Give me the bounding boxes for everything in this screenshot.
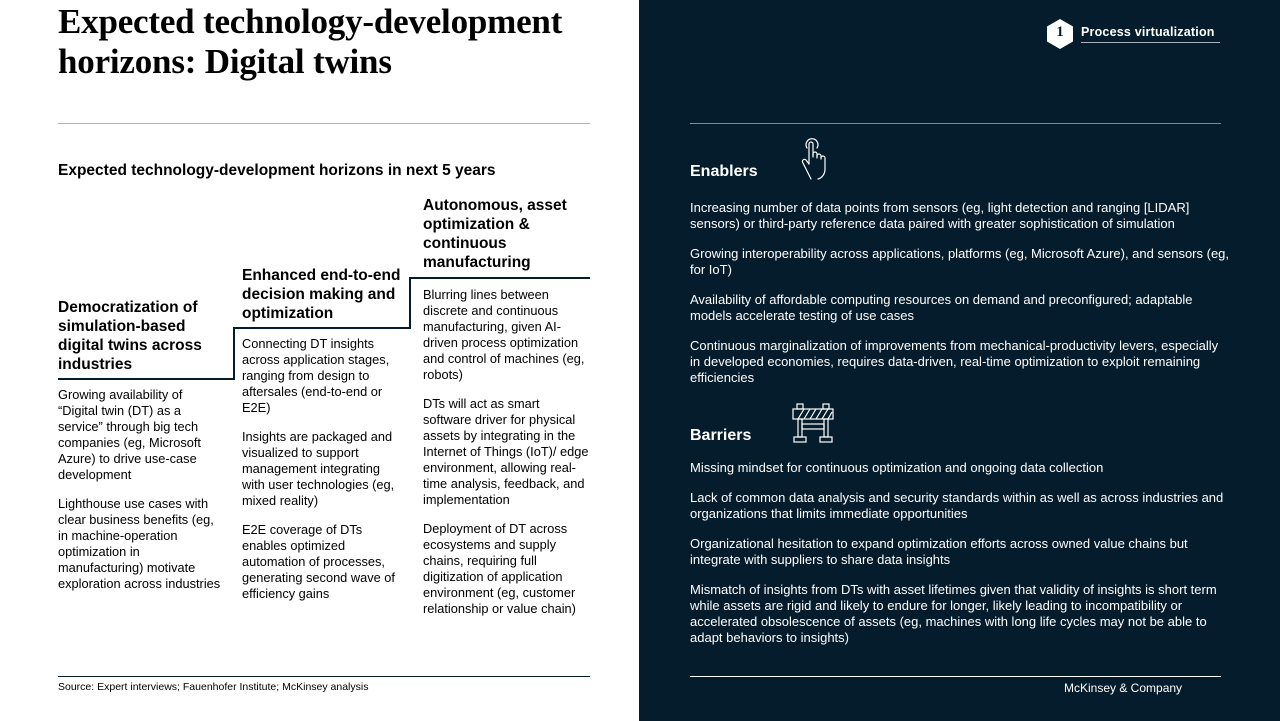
enablers-heading: Enablers bbox=[690, 163, 758, 180]
left-panel bbox=[0, 0, 639, 721]
section-number: 1 bbox=[1056, 24, 1064, 40]
right-top-divider bbox=[690, 123, 1221, 124]
title-divider bbox=[58, 123, 590, 124]
horizon-2-item: E2E coverage of DTs enables optimized automation of processes, generating second wave of efficiency gains bbox=[242, 522, 395, 601]
barrier-item: Lack of common data analysis and security standards within as well as across industries and organizations that limits immediate opportunities bbox=[690, 490, 1224, 521]
footer-divider bbox=[58, 676, 590, 677]
horizon-1-heading: Democratization of simulation-based digital twins across industries bbox=[58, 299, 202, 373]
horizon-2-item: Insights are packaged and visualized to support management integrating with user technologies (eg, mixed reality) bbox=[242, 429, 395, 508]
enabler-item: Continuous marginalization of improvements from mechanical-productivity levers, especially in developed economies, requires data-driven, real-time optimization to exploit remaining efficiencies bbox=[690, 338, 1219, 385]
enabler-item: Increasing number of data points from sensors (eg, light detection and ranging [LIDAR] sensors) or third-party reference data paired with greater sophistication of simulation bbox=[690, 200, 1190, 231]
step-line-segment-1 bbox=[58, 378, 235, 380]
page-title: Expected technology-development horizons: Digital twins bbox=[58, 2, 563, 81]
horizon-1-item: Growing availability of “Digital twin (DT) as a service” through big tech companies (eg, Microsoft Azure) to drive use-case development bbox=[58, 387, 201, 482]
horizon-1-items bbox=[58, 387, 223, 605]
horizon-2-items bbox=[242, 336, 405, 615]
horizon-1-item: Lighthouse use cases with clear business benefits (eg, in machine-operation optimization in manufacturing) motivate exploration across industries bbox=[58, 496, 221, 591]
horizon-3-item: Blurring lines between discrete and continuous manufacturing, given AI-driven process optimization and control of machines (eg, robots) bbox=[423, 287, 585, 382]
barrier-item: Missing mindset for continuous optimization and ongoing data collection bbox=[690, 460, 1104, 475]
right-panel bbox=[639, 0, 1280, 721]
horizon-3-item: DTs will act as smart software driver for physical assets by integrating in the Internet of Things (IoT)/ edge environment, allowing real-time analysis, feedback, and implementation bbox=[423, 396, 589, 507]
brand-logo-text: McKinsey & Company bbox=[1064, 681, 1183, 695]
barriers-heading: Barriers bbox=[690, 427, 752, 444]
horizon-3-item: Deployment of DT across ecosystems and supply chains, requiring full digitization of application environment (eg, customer relationship or value chain) bbox=[423, 521, 576, 616]
barriers-list bbox=[690, 460, 1230, 660]
section-label: Process virtualization bbox=[1081, 25, 1215, 39]
chart-subtitle: Expected technology-development horizons in next 5 years bbox=[58, 162, 496, 179]
enabler-item: Growing interoperability across applications, platforms (eg, Microsoft Azure), and sensors (eg, for IoT) bbox=[690, 246, 1230, 277]
roadblock-icon bbox=[791, 402, 835, 446]
source-note: Source: Expert interviews; Fauenhofer Institute; McKinsey analysis bbox=[58, 681, 369, 693]
step-line-segment-3 bbox=[409, 277, 590, 279]
right-bottom-divider bbox=[690, 676, 1221, 677]
enablers-list bbox=[690, 200, 1230, 400]
hand-pointer-icon bbox=[798, 137, 830, 183]
enabler-item: Availability of affordable computing resources on demand and preconfigured; adaptable models accelerate testing of use cases bbox=[690, 292, 1193, 323]
barrier-item: Organizational hesitation to expand optimization efforts across owned value chains but integrate with suppliers to share data insights bbox=[690, 536, 1188, 567]
step-line-riser-2 bbox=[409, 277, 411, 329]
step-line-segment-2 bbox=[233, 327, 411, 329]
barrier-item: Mismatch of insights from DTs with asset lifetimes given that validity of insights is short term while assets are rigid and likely to endure for longer, likely leading to incompatibility or accelerated obsolescence of assets (eg, machines with long life cycles may not be able to adapt behaviors to insights) bbox=[690, 582, 1217, 645]
horizon-3-heading: Autonomous, asset optimization & continuous manufacturing bbox=[423, 197, 567, 271]
horizon-2-heading: Enhanced end-to-end decision making and optimization bbox=[242, 267, 401, 322]
horizon-3-items bbox=[423, 287, 589, 630]
section-label-underline bbox=[1081, 42, 1220, 43]
horizon-2-item: Connecting DT insights across application stages, ranging from design to aftersales (end-to-end or E2E) bbox=[242, 336, 390, 415]
step-line-riser-1 bbox=[233, 327, 235, 380]
